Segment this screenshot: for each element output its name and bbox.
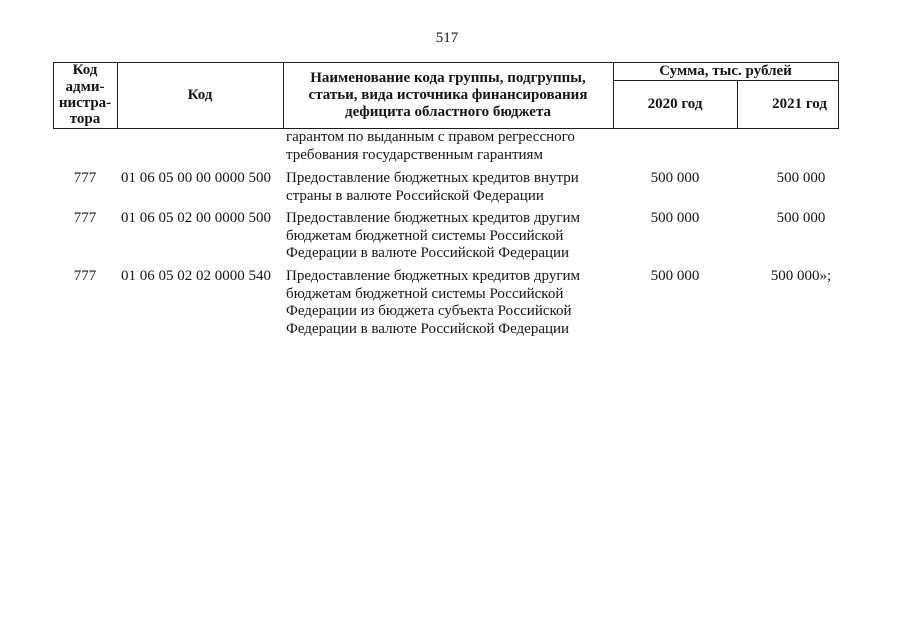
row-name-line: Федерации в валюте Российской Федерации xyxy=(286,320,570,337)
header-admin-code xyxy=(53,62,117,128)
header-name xyxy=(283,62,613,128)
header-year-2020-label: 2020 год xyxy=(647,95,703,112)
header-year-2020 xyxy=(613,80,737,128)
header-year-2021-label: 2021 год xyxy=(772,95,827,112)
row-name-line: Федерации в валюте Российской Федерации xyxy=(286,245,570,262)
row-amount-2021: 500 000 xyxy=(776,170,826,186)
header-name-line: Наименование кода группы, подгруппы, xyxy=(310,69,586,86)
row-amount-2020: 500 000 xyxy=(650,170,700,186)
row-admin-code: 777 xyxy=(73,268,97,284)
header-admin-code-line: тора xyxy=(69,111,101,128)
header-sum-label: Сумма, тыс. рублей xyxy=(659,62,792,79)
header-admin-code-line: адми- xyxy=(65,78,105,95)
row-amount-2020: 500 000 xyxy=(650,268,700,284)
row-name xyxy=(286,268,613,338)
row-name-line: Предоставление бюджетных кредитов внутри xyxy=(286,170,579,186)
row-name-line: Федерации из бюджета субъекта Российской xyxy=(286,303,572,320)
row-name-line: бюджетам бюджетной системы Российской xyxy=(286,227,564,244)
row-name-line: гарантом по выданным с правом регрессного xyxy=(286,129,575,145)
header-year-2021 xyxy=(737,80,838,128)
row-name-line: Предоставление бюджетных кредитов другим xyxy=(286,268,580,284)
header-admin-code-line: Код xyxy=(72,62,98,79)
row-amount-2021: 500 000 xyxy=(776,210,826,226)
header-name-line: дефицита областного бюджета xyxy=(344,103,551,120)
row-amount-2021: 500 000»; xyxy=(770,268,832,284)
row-name-line: бюджетам бюджетной системы Российской xyxy=(286,285,564,302)
page-number: 517 xyxy=(435,30,459,46)
header-sum xyxy=(613,62,838,80)
row-code: 01 06 05 02 02 0000 540 xyxy=(121,268,271,284)
row-admin-code: 777 xyxy=(73,210,97,226)
row-name-line: страны в валюте Российской Федерации xyxy=(286,187,544,204)
row-name xyxy=(286,129,613,164)
row-admin-code: 777 xyxy=(73,170,97,186)
row-name-line: Предоставление бюджетных кредитов другим xyxy=(286,210,580,226)
header-code-label: Код xyxy=(187,86,213,103)
row-name xyxy=(286,210,613,263)
row-name xyxy=(286,170,613,205)
header-code xyxy=(117,62,283,128)
row-code: 01 06 05 00 00 0000 500 xyxy=(121,170,271,186)
row-code: 01 06 05 02 00 0000 500 xyxy=(121,210,271,226)
row-amount-2020: 500 000 xyxy=(650,210,700,226)
table-right-border xyxy=(838,62,839,129)
header-name-line: статьи, вида источника финансирования xyxy=(308,86,588,103)
row-name-line: требования государственным гарантиям xyxy=(286,146,543,163)
header-admin-code-line: нистра- xyxy=(58,95,112,111)
